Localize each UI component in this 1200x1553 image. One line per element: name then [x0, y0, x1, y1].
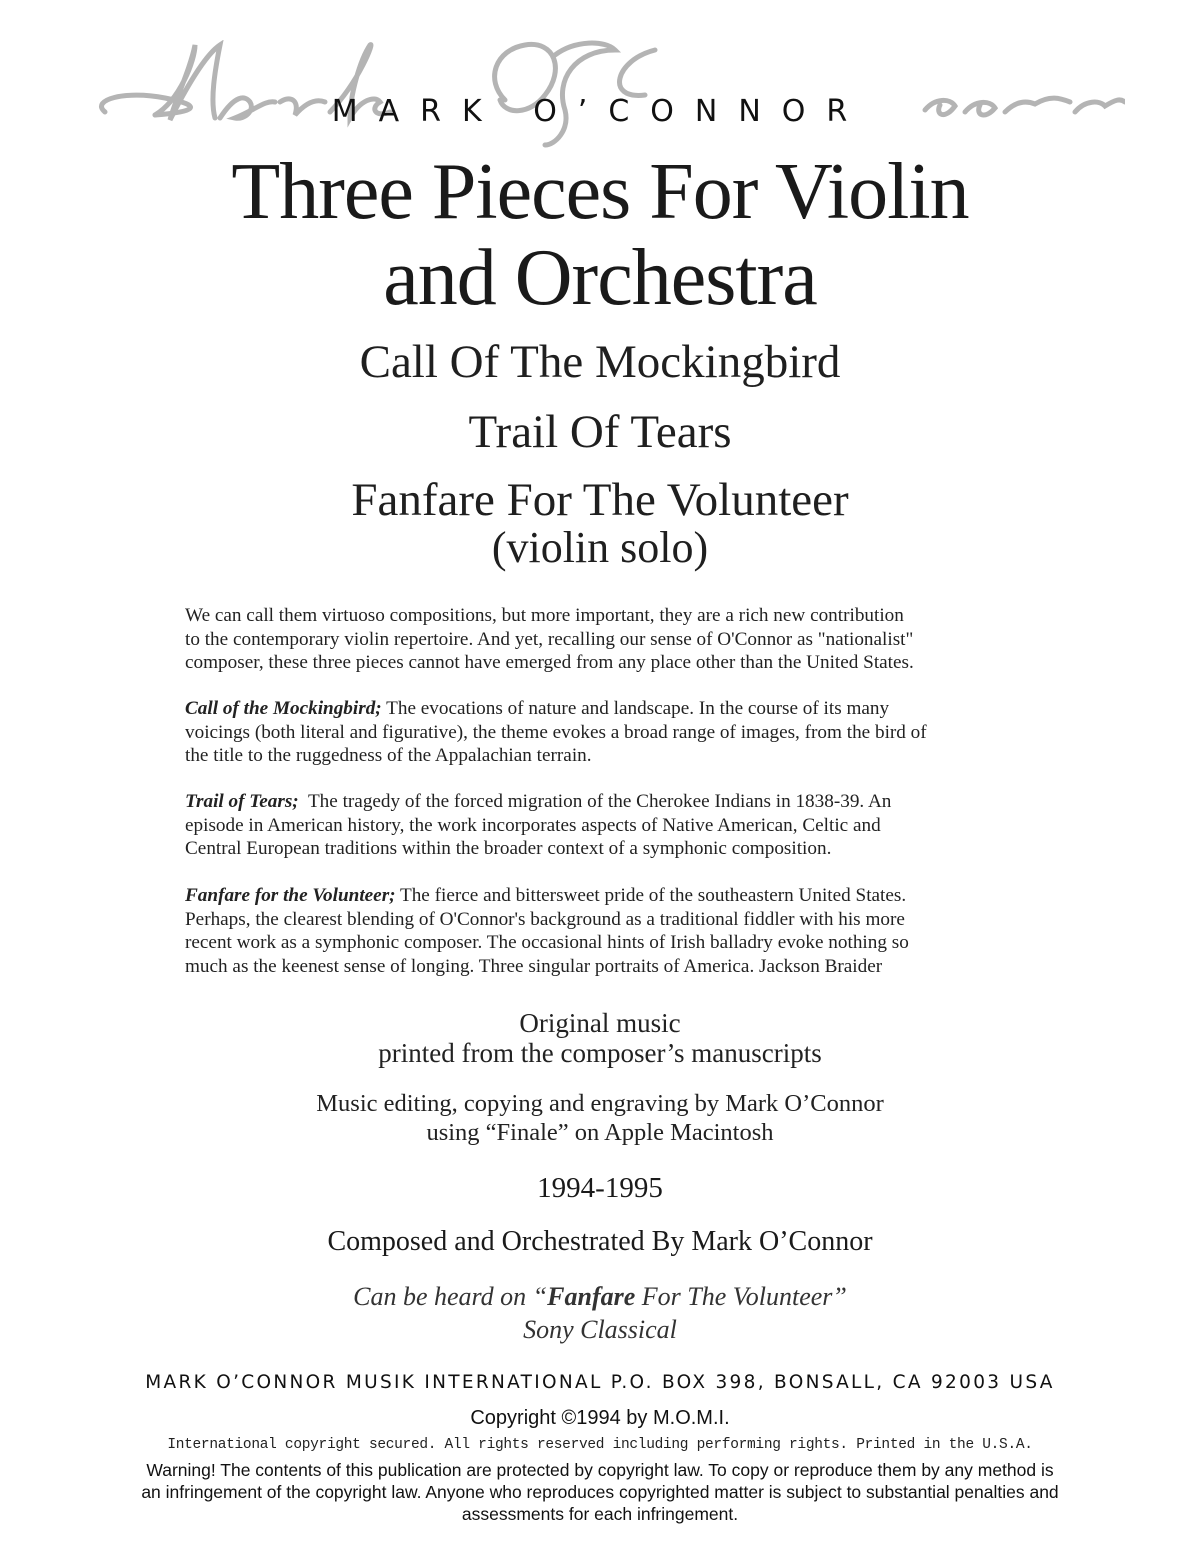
- fanfare-paragraph: [185, 884, 1035, 978]
- piece-title-fanfare: Fanfare For The Volunteer: [351, 474, 849, 526]
- album-name-rest: For The Volunteer”: [635, 1282, 847, 1311]
- warning-line: assessments for each infringement.: [461, 1504, 739, 1524]
- paragraph-text: The evocations of nature and landscape. In the course of its many: [381, 698, 890, 719]
- paragraph-line: Perhaps, the clearest blending of O'Connor's background as a traditional fiddler with his more: [185, 908, 905, 930]
- paragraph-line: the title to the ruggedness of the Appalachian terrain.: [185, 745, 592, 766]
- title-line-2: and Orchestra: [383, 234, 817, 322]
- rights-notice: International copyright secured. All rights reserved including performing rights. Printed in the U.S.A.: [167, 1437, 1033, 1453]
- intro-line: to the contemporary violin repertoire. And yet, recalling our sense of O'Connor as "nationalist": [185, 628, 914, 650]
- paragraph-line: Central European traditions within the broader context of a symphonic composition.: [185, 838, 832, 859]
- warning-line: Warning! The contents of this publication are protected by copyright law. To copy or reproduce them by any method is: [146, 1460, 1054, 1480]
- piece-title-trail-of-tears: Trail Of Tears: [468, 406, 732, 458]
- paragraph-line: recent work as a symphonic composer. The occasional hints of Irish balladry evoke nothing so: [185, 932, 909, 953]
- intro-line: We can call them virtuoso compositions, but more important, they are a rich new contribution: [185, 605, 904, 626]
- pieces-note: (violin solo): [491, 523, 709, 572]
- piece-title-mockingbird: Call Of The Mockingbird: [359, 336, 841, 388]
- recording-reference: [0, 1282, 1200, 1312]
- warning-line: an infringement of the copyright law. Anyone who reproduces copyrighted matter is subject to substantial penalties and: [141, 1482, 1059, 1502]
- album-name-bold: Fanfare: [547, 1282, 636, 1311]
- original-music-label: Original music: [519, 1008, 681, 1038]
- paragraph-text: The fierce and bittersweet pride of the southeastern United States.: [395, 885, 907, 906]
- piece-name-fanfare: Fanfare for the Volunteer;: [185, 885, 396, 906]
- copyright-notice: Copyright ©1994 by M.O.M.I.: [470, 1407, 730, 1429]
- intro-line: composer, these three pieces cannot have emerged from any place other than the United States.: [185, 652, 914, 673]
- composer-name-header: MARK O’CONNOR: [331, 94, 869, 129]
- composed-by-credit: Composed and Orchestrated By Mark O’Connor: [327, 1226, 873, 1257]
- piece-name-trail-of-tears: Trail of Tears;: [185, 791, 299, 812]
- publisher-address: MARK O’CONNOR MUSIK INTERNATIONAL P.O. BOX 398, BONSALL, CA 92003 USA: [145, 1372, 1055, 1393]
- trail-of-tears-paragraph: [185, 790, 1035, 861]
- piece-name-mockingbird: Call of the Mockingbird;: [185, 698, 382, 719]
- heard-on-prefix: Can be heard on “: [353, 1282, 548, 1311]
- software-credit: using “Finale” on Apple Macintosh: [426, 1119, 774, 1146]
- title-line-1: Three Pieces For Violin: [231, 148, 969, 236]
- composition-years: 1994-1995: [537, 1172, 663, 1204]
- printed-from-label: printed from the composer’s manuscripts: [378, 1038, 822, 1068]
- mockingbird-paragraph: [185, 697, 1035, 768]
- editing-credit: Music editing, copying and engraving by Mark O’Connor: [316, 1090, 884, 1117]
- paragraph-text: The tragedy of the forced migration of the Cherokee Indians in 1838-39. An: [298, 791, 892, 812]
- intro-paragraph: [185, 604, 1035, 675]
- paragraph-line: voicings (both literal and figurative), the theme evokes a broad range of images, from the bird of: [185, 721, 927, 743]
- copyright-warning: [0, 1459, 1200, 1525]
- paragraph-line: episode in American history, the work incorporates aspects of Native American, Celtic and: [185, 814, 881, 836]
- record-label: Sony Classical: [523, 1315, 677, 1344]
- paragraph-line: much as the keenest sense of longing. Three singular portraits of America. Jackson Braider: [185, 955, 883, 977]
